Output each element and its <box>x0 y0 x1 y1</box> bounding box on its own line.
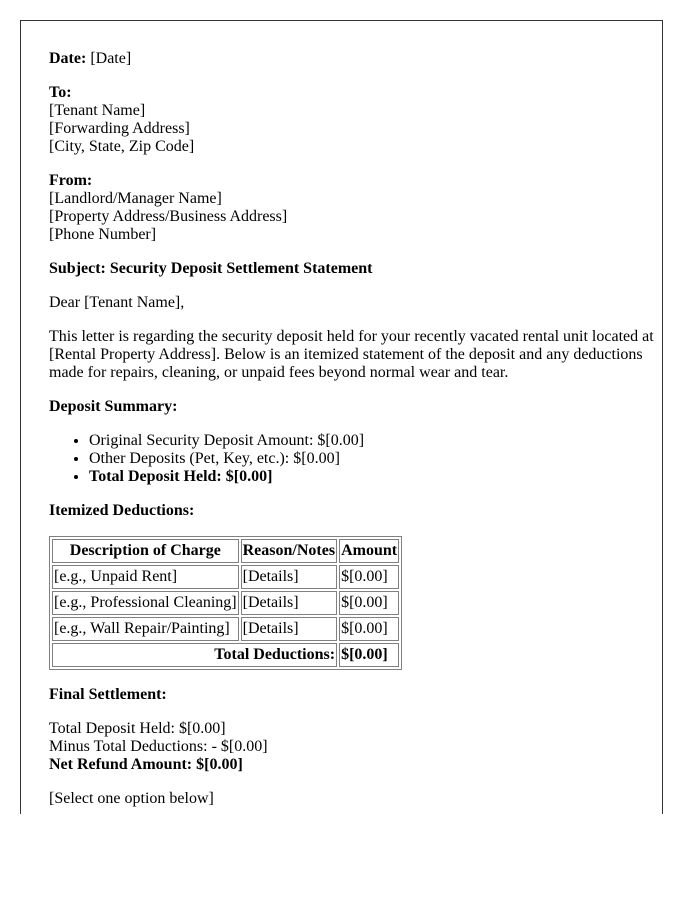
list-item: • Other Deposits (Pet, Key, etc.): $[0.00] <box>89 450 662 468</box>
deductions-heading: Itemized Deductions: <box>49 502 195 519</box>
salutation: Dear [Tenant Name], <box>49 294 185 311</box>
table-cell: $[0.00] <box>339 617 399 641</box>
date-line: Date: [Date] <box>49 50 132 67</box>
intro-paragraph: This letter is regarding the security deposit held for your recently vacated rental unit located at [Rental Property Address]. Below is an itemized statement of the deposit and any deductions made for repairs, cleaning, or unpaid fees beyond normal wear and tear. <box>49 328 654 381</box>
table-row <box>52 617 399 641</box>
subject-line: Subject: Security Deposit Settlement Statement <box>49 260 373 277</box>
total-value-cell: $[0.00] <box>339 643 399 667</box>
list-item: • Original Security Deposit Amount: $[0.00] <box>89 432 662 450</box>
final-settlement-block: Total Deposit Held: $[0.00] Minus Total Deductions: - $[0.00] Net Refund Amount: $[0.00] <box>49 720 268 773</box>
table-cell: [e.g., Unpaid Rent] <box>52 565 239 589</box>
total-label-cell: Total Deductions: <box>52 643 337 667</box>
table-cell: $[0.00] <box>339 565 399 589</box>
table-header-row <box>52 539 399 563</box>
select-note: [Select one option below] <box>49 790 214 807</box>
letter-page <box>20 20 663 814</box>
list-item-total: • Total Deposit Held: $[0.00] <box>89 468 662 486</box>
deductions-table <box>49 536 402 670</box>
column-header: Description of Charge <box>52 539 239 563</box>
table-cell: $[0.00] <box>339 591 399 615</box>
table-total-row <box>52 643 399 667</box>
table-cell: [Details] <box>241 617 337 641</box>
table-row <box>52 591 399 615</box>
column-header: Reason/Notes <box>241 539 337 563</box>
deposit-summary-list <box>49 432 662 486</box>
column-header: Amount <box>339 539 399 563</box>
table-cell: [Details] <box>241 591 337 615</box>
deposit-summary-heading: Deposit Summary: <box>49 398 178 415</box>
final-settlement-heading: Final Settlement: <box>49 686 167 703</box>
table-row <box>52 565 399 589</box>
table-cell: [e.g., Wall Repair/Painting] <box>52 617 239 641</box>
to-block: To: [Tenant Name] [Forwarding Address] [City, State, Zip Code] <box>49 84 195 155</box>
table-cell: [Details] <box>241 565 337 589</box>
from-block: From: [Landlord/Manager Name] [Property Address/Business Address] [Phone Number] <box>49 172 288 243</box>
table-cell: [e.g., Professional Cleaning] <box>52 591 239 615</box>
